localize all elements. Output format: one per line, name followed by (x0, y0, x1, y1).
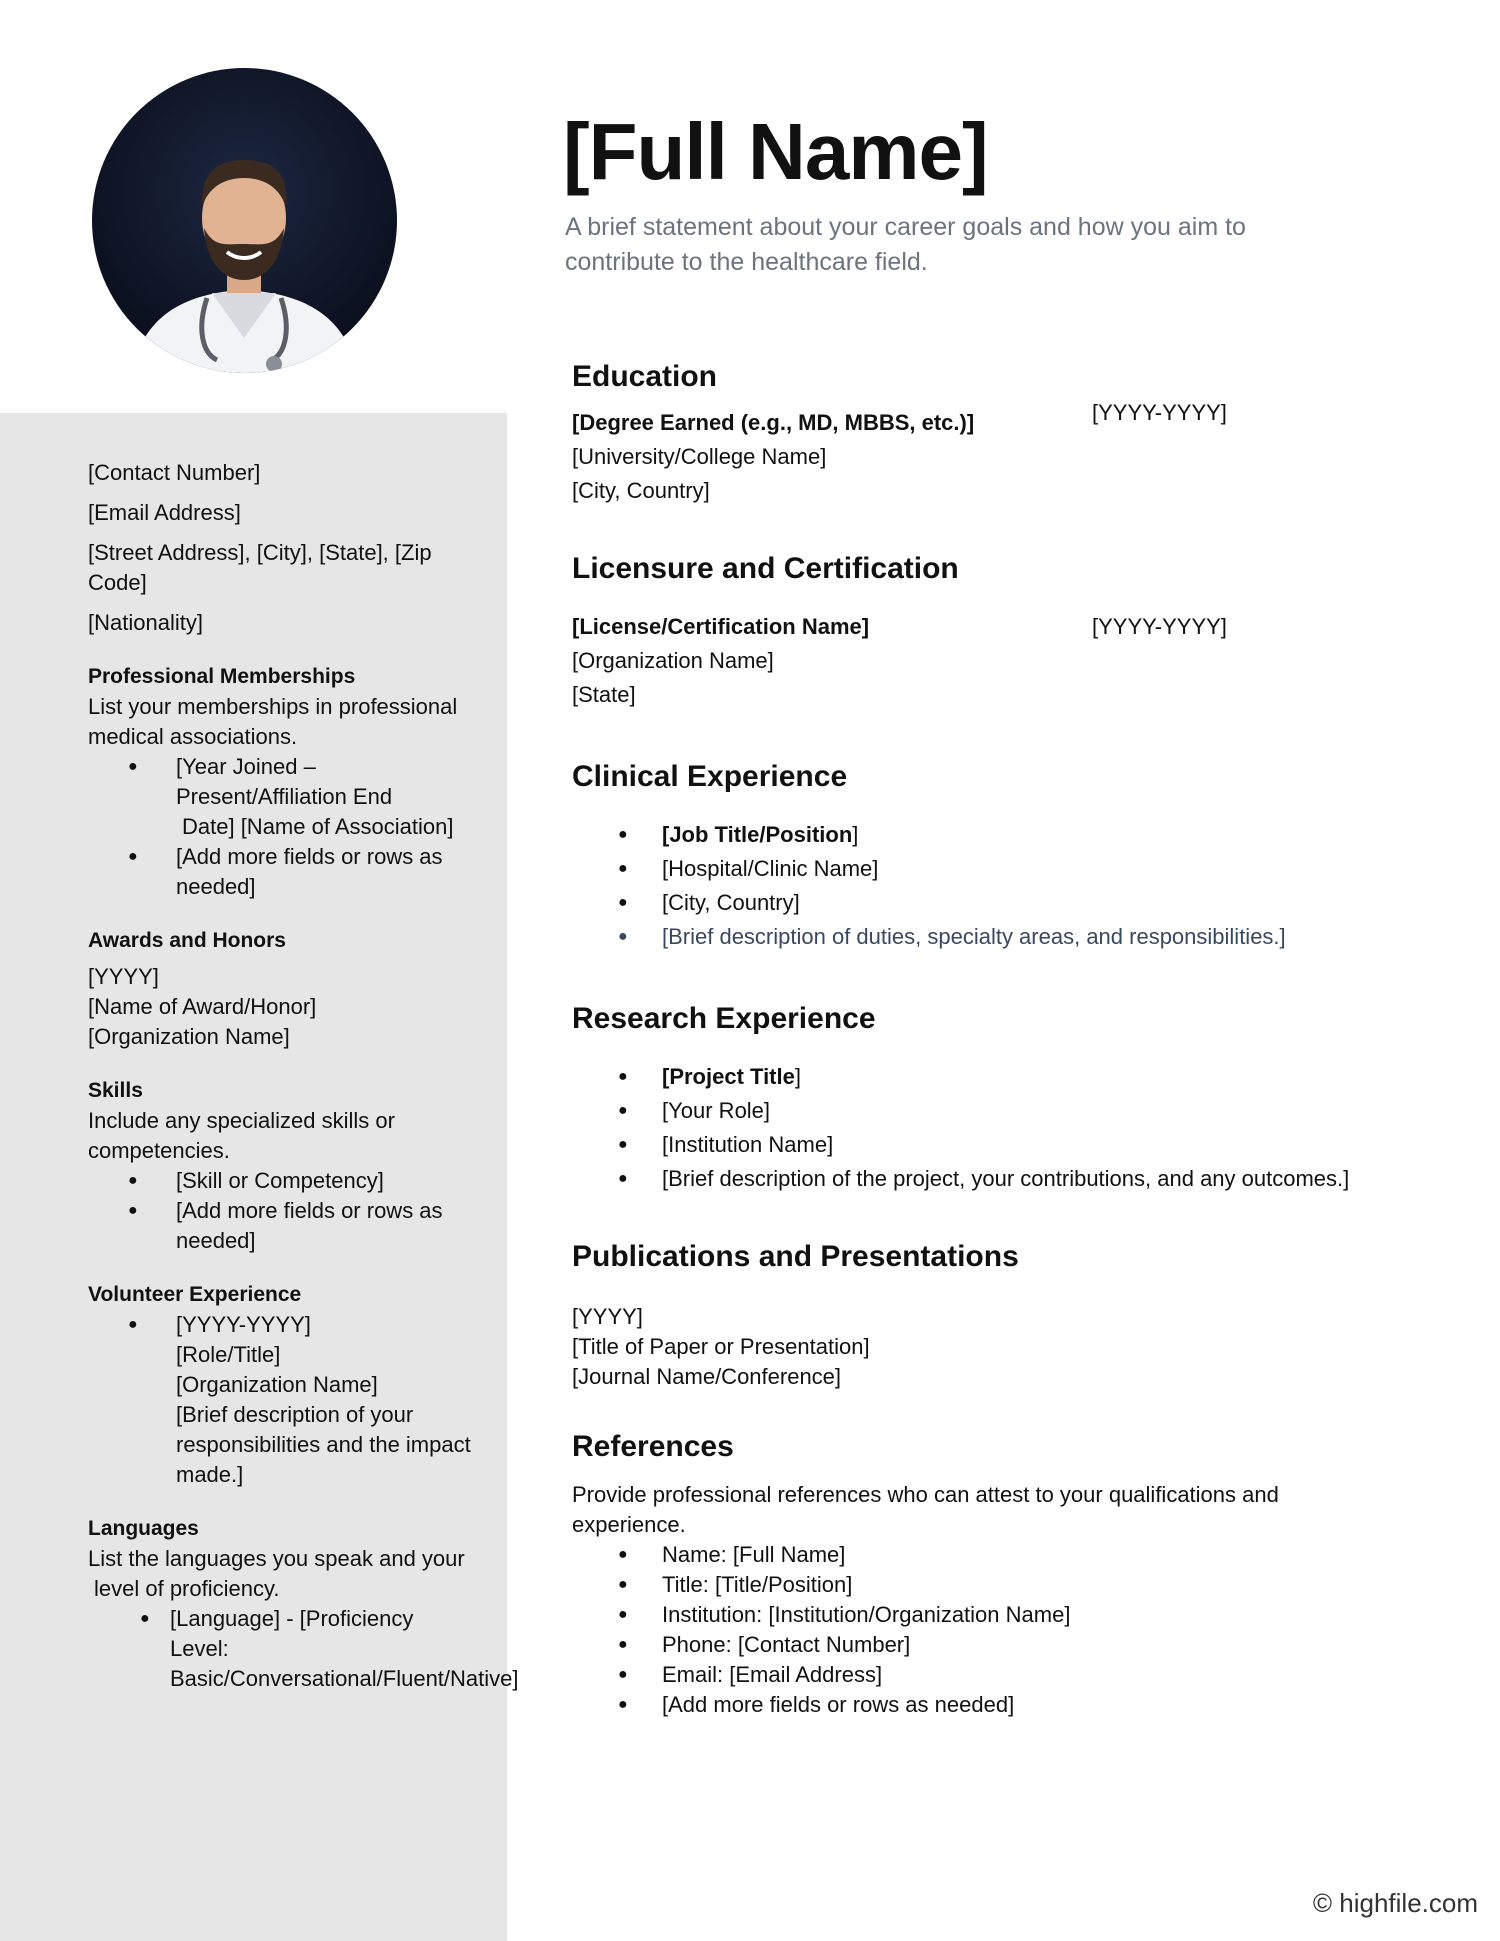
references-list (618, 1540, 1432, 1720)
list-item (618, 818, 1432, 852)
list-item: ● Title: [Title/Position] (618, 1570, 1432, 1600)
project-title-close: ] (794, 1064, 801, 1089)
list-item: ● [Brief description of the project, your contributions, and any outcomes.] (618, 1162, 1432, 1196)
membership-line: [Year Joined – Present/Affiliation End (176, 754, 393, 809)
license-heading: Licensure and Certification (572, 552, 959, 585)
full-name-heading: [Full Name] (563, 107, 988, 196)
list-item: ● [Institution Name] (618, 1128, 1432, 1162)
memberships-text: List your memberships in professional medical associations. (88, 694, 458, 749)
list-item: ● [Add more fields or rows as needed] (128, 1196, 478, 1256)
education-date: [YYYY-YYYY] (1092, 400, 1227, 425)
volunteer-heading: Volunteer Experience (88, 1283, 302, 1306)
publication-title: [Title of Paper or Presentation] (572, 1334, 870, 1359)
education-location: [City, Country] (572, 478, 710, 503)
watermark: © highfile.com (1312, 1888, 1478, 1918)
list-item: ● [Skill or Competency] (128, 1166, 478, 1196)
street-address: [Street Address], [City], [State], [Zip Code] (88, 540, 432, 595)
publications-block (572, 1302, 1432, 1392)
list-item: ● [Your Role] (618, 1094, 1432, 1128)
profile-photo (92, 68, 397, 373)
degree: [Degree Earned (e.g., MD, MBBS, etc.)] (572, 410, 975, 435)
languages-text: List the languages you speak and your (88, 1546, 465, 1571)
list-item: ● [Add more fields or rows as needed] (128, 842, 478, 902)
list-item: ● [Brief description of duties, specialty areas, and responsibilities.] (618, 920, 1432, 954)
languages-heading: Languages (88, 1517, 199, 1540)
doctor-portrait-icon (92, 68, 397, 373)
email-address: [Email Address] (88, 500, 241, 525)
publications-heading: Publications and Presentations (572, 1240, 1019, 1273)
research-heading: Research Experience (572, 1002, 876, 1035)
list-item: ● [Hospital/Clinic Name] (618, 852, 1432, 886)
career-summary: A brief statement about your career goals and how you aim to contribute to the healthcare field. (565, 213, 1246, 276)
list-item (128, 752, 478, 842)
languages-list (140, 1604, 519, 1694)
awards-heading: Awards and Honors (88, 929, 286, 952)
award-organization: [Organization Name] (88, 1024, 290, 1049)
references-text: Provide professional references who can attest to your qualifications and experience. (572, 1482, 1279, 1537)
publications-section (572, 1232, 1432, 1392)
skills-text: Include any specialized skills or competencies. (88, 1108, 395, 1163)
license-organization: [Organization Name] (572, 648, 774, 673)
research-list (618, 1060, 1432, 1196)
memberships-heading: Professional Memberships (88, 665, 356, 688)
job-title-close: ] (852, 822, 859, 847)
list-item: ● [City, Country] (618, 886, 1432, 920)
education-heading: Education (572, 360, 718, 393)
contact-block (88, 458, 478, 638)
award-name: [Name of Award/Honor] (88, 994, 317, 1019)
volunteer-organization: [Organization Name] (176, 1372, 378, 1397)
research-section (572, 994, 1432, 1196)
clinical-list (618, 818, 1432, 954)
list-item: ● Email: [Email Address] (618, 1660, 1432, 1690)
skills-heading: Skills (88, 1079, 143, 1102)
education-section (572, 352, 1432, 508)
list-item: ● [Language] - [Proficiency Level: Basic/Conversational/Fluent/Native] (140, 1604, 478, 1694)
license-section (572, 544, 1432, 712)
school: [University/College Name] (572, 444, 827, 469)
job-title: [Job Title/Position (662, 822, 853, 847)
languages-text-cont: level of proficiency. (94, 1576, 280, 1601)
list-item: ● Institution: [Institution/Organization Name] (618, 1600, 1432, 1630)
awards-block (88, 962, 478, 1052)
references-heading: References (572, 1430, 734, 1463)
volunteer-description: [Brief description of your responsibilities and the impact made.] (176, 1402, 471, 1487)
project-title: [Project Title (662, 1064, 795, 1089)
volunteer-role: [Role/Title] (176, 1342, 281, 1367)
list-item: ● [Add more fields or rows as needed] (618, 1690, 1432, 1720)
list-item: ● Name: [Full Name] (618, 1540, 1432, 1570)
volunteer-years: ● [YYYY-YYYY] (176, 1312, 311, 1337)
license-date: [YYYY-YYYY] (1092, 614, 1227, 639)
skills-list (128, 1166, 478, 1256)
membership-line: Date] [Name of Association] (182, 814, 454, 839)
references-section (572, 1422, 1432, 1720)
nationality: [Nationality] (88, 610, 203, 635)
list-item (618, 1060, 1432, 1094)
memberships-list (128, 752, 478, 902)
volunteer-list (128, 1310, 478, 1490)
contact-number: [Contact Number] (88, 460, 261, 485)
publication-year: [YYYY] (572, 1304, 643, 1329)
award-year: [YYYY] (88, 964, 159, 989)
publication-journal: [Journal Name/Conference] (572, 1364, 842, 1389)
license-state: [State] (572, 682, 636, 707)
main-content (572, 352, 1432, 1720)
list-item: ● Phone: [Contact Number] (618, 1630, 1432, 1660)
clinical-section (572, 752, 1432, 954)
clinical-heading: Clinical Experience (572, 760, 848, 793)
license-name: [License/Certification Name] (572, 614, 870, 639)
list-item (128, 1310, 478, 1490)
sidebar (88, 458, 519, 1694)
